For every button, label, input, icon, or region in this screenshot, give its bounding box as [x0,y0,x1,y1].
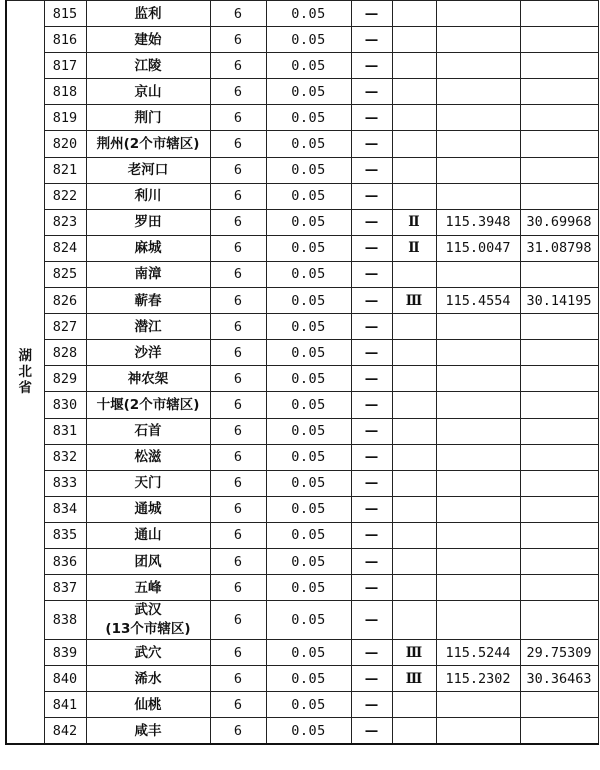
table-row [6,314,598,340]
pga-cell: 0.05 [266,1,351,27]
row-number-cell: 832 [44,444,86,470]
row-number-cell: 828 [44,340,86,366]
latitude-cell [520,314,598,340]
site-class-cell [392,27,436,53]
table-row [6,79,598,105]
latitude-cell: 31.08798 [520,235,598,261]
mark-cell: — [351,288,392,314]
latitude-cell [520,718,598,744]
mark-cell: — [351,496,392,522]
mark-cell: — [351,470,392,496]
intensity-cell: 6 [210,666,266,692]
pga-cell: 0.05 [266,601,351,640]
pga-cell: 0.05 [266,470,351,496]
intensity-cell: 6 [210,392,266,418]
county-name-cell: 浠水 [86,666,210,692]
latitude-cell [520,444,598,470]
longitude-cell: 115.2302 [436,666,520,692]
intensity-cell: 6 [210,522,266,548]
latitude-cell [520,27,598,53]
intensity-cell: 6 [210,157,266,183]
row-number-cell: 819 [44,105,86,131]
intensity-cell: 6 [210,288,266,314]
table-row [6,548,598,574]
latitude-cell: 30.36463 [520,666,598,692]
county-name-cell: 荆门 [86,105,210,131]
site-class-cell [392,418,436,444]
mark-cell: — [351,418,392,444]
latitude-cell [520,340,598,366]
site-class-cell [392,522,436,548]
longitude-cell [436,157,520,183]
pga-cell: 0.05 [266,418,351,444]
site-class-cell [392,366,436,392]
table-row [6,288,598,314]
pga-cell: 0.05 [266,692,351,718]
row-number-cell: 830 [44,392,86,418]
county-name-cell: 石首 [86,418,210,444]
longitude-cell: 115.5244 [436,640,520,666]
row-number-cell: 833 [44,470,86,496]
table-row [6,575,598,601]
row-number-cell: 820 [44,131,86,157]
county-name-cell: 荆州(2个市辖区) [86,131,210,157]
pga-cell: 0.05 [266,209,351,235]
longitude-cell [436,1,520,27]
table-row [6,157,598,183]
pga-cell: 0.05 [266,131,351,157]
intensity-cell: 6 [210,601,266,640]
pga-cell: 0.05 [266,640,351,666]
county-name-cell: 通山 [86,522,210,548]
pga-cell: 0.05 [266,392,351,418]
intensity-cell: 6 [210,366,266,392]
table-row [6,131,598,157]
table-row [6,601,598,640]
site-class-cell: Ⅱ [392,235,436,261]
table-row [6,470,598,496]
table-body [6,1,598,745]
mark-cell: — [351,366,392,392]
longitude-cell [436,340,520,366]
intensity-cell: 6 [210,105,266,131]
latitude-cell [520,548,598,574]
intensity-cell: 6 [210,27,266,53]
longitude-cell [436,601,520,640]
county-name-cell: 天门 [86,470,210,496]
mark-cell: — [351,392,392,418]
pga-cell: 0.05 [266,340,351,366]
longitude-cell [436,392,520,418]
table-row [6,444,598,470]
row-number-cell: 821 [44,157,86,183]
longitude-cell [436,183,520,209]
site-class-cell: Ⅲ [392,288,436,314]
pga-cell: 0.05 [266,183,351,209]
intensity-cell: 6 [210,718,266,744]
table-row [6,366,598,392]
pga-cell: 0.05 [266,79,351,105]
mark-cell: — [351,105,392,131]
table-row [6,183,598,209]
latitude-cell [520,53,598,79]
county-name-cell: 南漳 [86,261,210,287]
intensity-cell: 6 [210,79,266,105]
county-name-cell: 沙洋 [86,340,210,366]
longitude-cell [436,548,520,574]
table-row [6,392,598,418]
row-number-cell: 829 [44,366,86,392]
latitude-cell: 29.75309 [520,640,598,666]
table-row [6,105,598,131]
pga-cell: 0.05 [266,366,351,392]
table-row [6,640,598,666]
row-number-cell: 825 [44,261,86,287]
intensity-cell: 6 [210,261,266,287]
longitude-cell [436,53,520,79]
pga-cell: 0.05 [266,157,351,183]
pga-cell: 0.05 [266,575,351,601]
intensity-cell: 6 [210,1,266,27]
latitude-cell [520,131,598,157]
site-class-cell: Ⅱ [392,209,436,235]
intensity-cell: 6 [210,235,266,261]
county-name-cell: 五峰 [86,575,210,601]
county-name-cell: 麻城 [86,235,210,261]
longitude-cell: 115.4554 [436,288,520,314]
mark-cell: — [351,261,392,287]
longitude-cell [436,718,520,744]
site-class-cell [392,392,436,418]
longitude-cell [436,27,520,53]
longitude-cell [436,522,520,548]
table-row [6,418,598,444]
longitude-cell [436,314,520,340]
county-name-cell: 武穴 [86,640,210,666]
pga-cell: 0.05 [266,548,351,574]
intensity-cell: 6 [210,340,266,366]
county-name-cell: 通城 [86,496,210,522]
longitude-cell [436,79,520,105]
province-cell: 湖 北 省 [6,1,44,745]
pga-cell: 0.05 [266,718,351,744]
site-class-cell [392,261,436,287]
longitude-cell [436,418,520,444]
longitude-cell [436,692,520,718]
intensity-cell: 6 [210,183,266,209]
latitude-cell: 30.14195 [520,288,598,314]
mark-cell: — [351,131,392,157]
intensity-cell: 6 [210,640,266,666]
site-class-cell [392,340,436,366]
county-name-cell: 老河口 [86,157,210,183]
site-class-cell [392,692,436,718]
row-number-cell: 840 [44,666,86,692]
county-name-cell: 罗田 [86,209,210,235]
county-name-cell: 仙桃 [86,692,210,718]
site-class-cell [392,105,436,131]
intensity-cell: 6 [210,575,266,601]
site-class-cell [392,601,436,640]
table-row [6,235,598,261]
intensity-cell: 6 [210,496,266,522]
mark-cell: — [351,666,392,692]
pga-cell: 0.05 [266,496,351,522]
row-number-cell: 826 [44,288,86,314]
intensity-cell: 6 [210,131,266,157]
row-number-cell: 842 [44,718,86,744]
county-name-cell: 十堰(2个市辖区) [86,392,210,418]
pga-cell: 0.05 [266,522,351,548]
table-row [6,340,598,366]
mark-cell: — [351,157,392,183]
latitude-cell [520,183,598,209]
site-class-cell [392,314,436,340]
pga-cell: 0.05 [266,261,351,287]
mark-cell: — [351,340,392,366]
latitude-cell [520,392,598,418]
pga-cell: 0.05 [266,666,351,692]
longitude-cell [436,366,520,392]
mark-cell: — [351,314,392,340]
latitude-cell [520,601,598,640]
row-number-cell: 836 [44,548,86,574]
site-class-cell [392,53,436,79]
county-name-cell: 神农架 [86,366,210,392]
row-number-cell: 815 [44,1,86,27]
latitude-cell: 30.69968 [520,209,598,235]
seismic-parameter-table [5,0,599,745]
longitude-cell [436,444,520,470]
mark-cell: — [351,522,392,548]
longitude-cell [436,131,520,157]
row-number-cell: 838 [44,601,86,640]
site-class-cell [392,548,436,574]
pga-cell: 0.05 [266,288,351,314]
mark-cell: — [351,183,392,209]
row-number-cell: 824 [44,235,86,261]
row-number-cell: 827 [44,314,86,340]
county-name-cell: 京山 [86,79,210,105]
latitude-cell [520,522,598,548]
row-number-cell: 817 [44,53,86,79]
county-name-cell: 蕲春 [86,288,210,314]
site-class-cell: Ⅲ [392,640,436,666]
site-class-cell [392,183,436,209]
row-number-cell: 841 [44,692,86,718]
latitude-cell [520,366,598,392]
intensity-cell: 6 [210,209,266,235]
intensity-cell: 6 [210,548,266,574]
longitude-cell: 115.3948 [436,209,520,235]
intensity-cell: 6 [210,692,266,718]
pga-cell: 0.05 [266,235,351,261]
table-row [6,522,598,548]
longitude-cell [436,470,520,496]
mark-cell: — [351,692,392,718]
longitude-cell [436,496,520,522]
site-class-cell [392,470,436,496]
row-number-cell: 834 [44,496,86,522]
row-number-cell: 831 [44,418,86,444]
county-name-cell: 松滋 [86,444,210,470]
mark-cell: — [351,575,392,601]
site-class-cell [392,79,436,105]
intensity-cell: 6 [210,314,266,340]
pga-cell: 0.05 [266,27,351,53]
pga-cell: 0.05 [266,105,351,131]
mark-cell: — [351,444,392,470]
longitude-cell [436,105,520,131]
site-class-cell [392,1,436,27]
latitude-cell [520,1,598,27]
site-class-cell [392,157,436,183]
mark-cell: — [351,53,392,79]
county-name-cell: 建始 [86,27,210,53]
table-row [6,718,598,744]
county-name-cell: 潜江 [86,314,210,340]
table-row [6,496,598,522]
mark-cell: — [351,1,392,27]
mark-cell: — [351,548,392,574]
mark-cell: — [351,235,392,261]
intensity-cell: 6 [210,418,266,444]
latitude-cell [520,105,598,131]
mark-cell: — [351,601,392,640]
site-class-cell [392,444,436,470]
site-class-cell [392,718,436,744]
pga-cell: 0.05 [266,53,351,79]
longitude-cell: 115.0047 [436,235,520,261]
latitude-cell [520,79,598,105]
table-row [6,53,598,79]
row-number-cell: 837 [44,575,86,601]
intensity-cell: 6 [210,444,266,470]
latitude-cell [520,157,598,183]
pga-cell: 0.05 [266,444,351,470]
county-name-cell: 团风 [86,548,210,574]
site-class-cell: Ⅲ [392,666,436,692]
mark-cell: — [351,640,392,666]
table-row [6,1,598,27]
longitude-cell [436,575,520,601]
mark-cell: — [351,79,392,105]
table-row [6,209,598,235]
latitude-cell [520,418,598,444]
table-row [6,692,598,718]
site-class-cell [392,131,436,157]
row-number-cell: 818 [44,79,86,105]
table-row [6,261,598,287]
county-name-cell: 武汉 (13个市辖区) [86,601,210,640]
row-number-cell: 835 [44,522,86,548]
county-name-cell: 咸丰 [86,718,210,744]
site-class-cell [392,496,436,522]
mark-cell: — [351,718,392,744]
latitude-cell [520,261,598,287]
row-number-cell: 823 [44,209,86,235]
mark-cell: — [351,27,392,53]
row-number-cell: 816 [44,27,86,53]
latitude-cell [520,496,598,522]
county-name-cell: 江陵 [86,53,210,79]
table-row [6,666,598,692]
row-number-cell: 839 [44,640,86,666]
longitude-cell [436,261,520,287]
pga-cell: 0.05 [266,314,351,340]
site-class-cell [392,575,436,601]
county-name-cell: 利川 [86,183,210,209]
table-row [6,27,598,53]
latitude-cell [520,470,598,496]
intensity-cell: 6 [210,53,266,79]
intensity-cell: 6 [210,470,266,496]
mark-cell: — [351,209,392,235]
county-name-cell: 监利 [86,1,210,27]
latitude-cell [520,575,598,601]
row-number-cell: 822 [44,183,86,209]
latitude-cell [520,692,598,718]
